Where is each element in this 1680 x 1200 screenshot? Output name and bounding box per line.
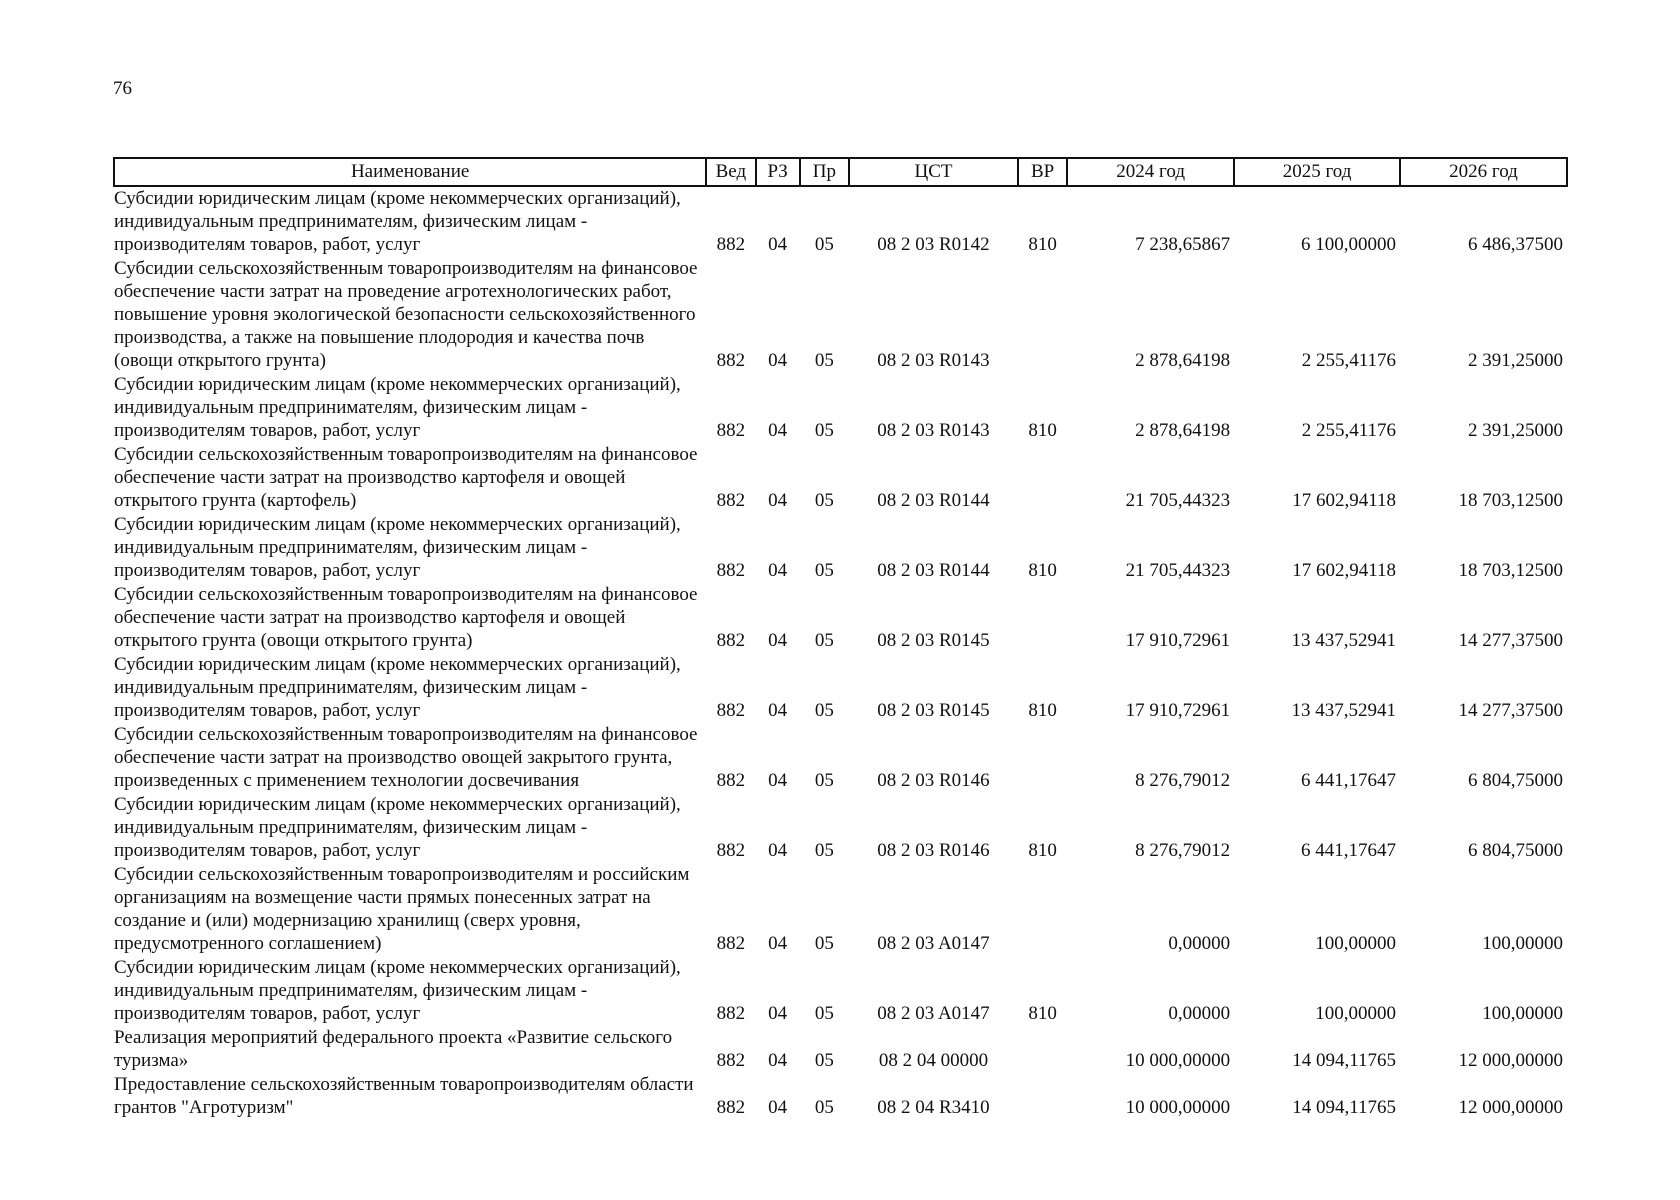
row-cst: 08 2 03 A0147 (877, 1003, 990, 1024)
row-name: Субсидии юридическим лицам (кроме некоммерческих организаций), индивидуальным предпринимателям, физическим лицам - производителям товаров, работ, услуг (114, 794, 681, 861)
table-header-row (114, 158, 1567, 186)
row-pr: 05 (814, 700, 834, 721)
row-2025-value: 6 441,17647 (1301, 840, 1397, 861)
row-2026-value: 6 804,75000 (1468, 840, 1563, 861)
header-ved: Вед (706, 158, 755, 186)
row-rz: 04 (768, 1003, 788, 1024)
header-name: Наименование (114, 158, 706, 186)
row-vr: 810 (1028, 840, 1057, 861)
row-2026-value: 14 277,37500 (1458, 700, 1563, 721)
row-ved: 882 (716, 234, 746, 255)
row-rz: 04 (768, 700, 788, 721)
row-pr: 05 (814, 1050, 834, 1071)
row-ved: 882 (716, 420, 746, 441)
table-row (114, 443, 1567, 513)
row-pr: 05 (814, 770, 834, 791)
row-2024-value: 0,00000 (1168, 1003, 1231, 1024)
row-pr: 05 (814, 560, 834, 581)
table-row (114, 723, 1567, 793)
row-ved: 882 (716, 350, 746, 371)
row-vr: 810 (1028, 1003, 1057, 1024)
row-vr: 810 (1028, 700, 1057, 721)
row-pr: 05 (814, 933, 834, 954)
row-2026-value: 18 703,12500 (1458, 490, 1563, 511)
row-pr: 05 (814, 350, 834, 371)
row-cst: 08 2 04 00000 (878, 1050, 989, 1071)
row-ved: 882 (716, 1050, 746, 1071)
row-ved: 882 (716, 1003, 746, 1024)
row-name: Субсидии юридическим лицам (кроме некоммерческих организаций), индивидуальным предпринимателям, физическим лицам - производителям товаров, работ, услуг (114, 374, 681, 441)
row-rz: 04 (768, 490, 788, 511)
row-2025-value: 6 441,17647 (1301, 770, 1397, 791)
row-pr: 05 (814, 1003, 834, 1024)
table-row (114, 1026, 1567, 1073)
row-cst: 08 2 03 R0145 (877, 700, 990, 721)
row-2025-value: 17 602,94118 (1292, 490, 1397, 511)
row-cst: 08 2 03 A0147 (877, 933, 990, 954)
header-2025: 2025 год (1234, 158, 1400, 186)
row-name: Субсидии юридическим лицам (кроме некоммерческих организаций), индивидуальным предпринимателям, физическим лицам - производителям товаров, работ, услуг (114, 188, 681, 255)
row-rz: 04 (768, 234, 788, 255)
row-2024-value: 10 000,00000 (1125, 1097, 1231, 1118)
row-vr (1018, 863, 1067, 956)
row-ved: 882 (716, 490, 746, 511)
table-row (114, 1073, 1567, 1120)
row-name: Субсидии сельскохозяйственным товаропроизводителям на финансовое обеспечение части затрат на производство картофеля и овощей открытого грунта (овощи открытого грунта) (114, 584, 698, 651)
row-name: Реализация мероприятий федерального проекта «Развитие сельского туризма» (114, 1027, 673, 1071)
row-2025-value: 13 437,52941 (1291, 700, 1397, 721)
row-vr (1018, 443, 1067, 513)
row-2024-value: 7 238,65867 (1135, 234, 1231, 255)
row-name: Субсидии сельскохозяйственным товаропроизводителям на финансовое обеспечение части затрат на производство картофеля и овощей открытого грунта (картофель) (114, 444, 698, 511)
row-2024-value: 8 276,79012 (1135, 770, 1231, 791)
row-2024-value: 2 878,64198 (1135, 420, 1231, 441)
row-2024-value: 2 878,64198 (1135, 350, 1231, 371)
row-2025-value: 2 255,41176 (1301, 420, 1397, 441)
row-name: Субсидии юридическим лицам (кроме некоммерческих организаций), индивидуальным предпринимателям, физическим лицам - производителям товаров, работ, услуг (114, 654, 681, 721)
row-name: Субсидии юридическим лицам (кроме некоммерческих организаций), индивидуальным предпринимателям, физическим лицам - производителям товаров, работ, услуг (114, 957, 681, 1024)
row-name: Субсидии юридическим лицам (кроме некоммерческих организаций), индивидуальным предпринимателям, физическим лицам - производителям товаров, работ, услуг (114, 514, 681, 581)
row-2026-value: 100,00000 (1482, 1003, 1563, 1024)
row-2026-value: 2 391,25000 (1468, 350, 1563, 371)
row-cst: 08 2 03 R0146 (877, 770, 990, 791)
row-rz: 04 (768, 840, 788, 861)
row-rz: 04 (768, 770, 788, 791)
row-2025-value: 14 094,11765 (1292, 1050, 1397, 1071)
table-row (114, 653, 1567, 723)
row-rz: 04 (768, 1097, 788, 1118)
header-pr: Пр (800, 158, 849, 186)
table-row (114, 186, 1567, 257)
row-2025-value: 6 100,00000 (1301, 234, 1397, 255)
row-pr: 05 (814, 490, 834, 511)
table-row (114, 257, 1567, 373)
row-cst: 08 2 03 R0144 (877, 490, 990, 511)
row-2025-value: 100,00000 (1315, 933, 1397, 954)
table-row (114, 793, 1567, 863)
row-vr (1018, 583, 1067, 653)
row-rz: 04 (768, 350, 788, 371)
row-rz: 04 (768, 420, 788, 441)
row-vr: 810 (1028, 560, 1057, 581)
header-2024: 2024 год (1067, 158, 1234, 186)
header-rz: РЗ (756, 158, 800, 186)
table-row (114, 583, 1567, 653)
row-ved: 882 (716, 700, 746, 721)
budget-table (113, 157, 1568, 1120)
row-2026-value: 6 804,75000 (1468, 770, 1563, 791)
header-cst: ЦСТ (849, 158, 1018, 186)
table-body (114, 186, 1567, 1120)
row-2025-value: 17 602,94118 (1292, 560, 1397, 581)
row-2024-value: 8 276,79012 (1135, 840, 1231, 861)
row-ved: 882 (716, 1097, 746, 1118)
row-2024-value: 21 705,44323 (1125, 560, 1231, 581)
header-2026: 2026 год (1400, 158, 1567, 186)
row-cst: 08 2 03 R0144 (877, 560, 990, 581)
row-name: Предоставление сельскохозяйственным товаропроизводителям области грантов "Агротуризм" (114, 1074, 694, 1118)
row-2026-value: 14 277,37500 (1458, 630, 1563, 651)
row-2026-value: 6 486,37500 (1468, 234, 1563, 255)
row-ved: 882 (716, 630, 746, 651)
row-2025-value: 13 437,52941 (1291, 630, 1397, 651)
row-2026-value: 12 000,00000 (1458, 1097, 1563, 1118)
table-row (114, 373, 1567, 443)
row-rz: 04 (768, 630, 788, 651)
page-number: 76 (113, 78, 132, 99)
row-2025-value: 14 094,11765 (1292, 1097, 1397, 1118)
row-ved: 882 (716, 560, 746, 581)
row-ved: 882 (716, 770, 746, 791)
row-2026-value: 18 703,12500 (1458, 560, 1563, 581)
row-ved: 882 (716, 840, 746, 861)
row-cst: 08 2 03 R0142 (877, 234, 990, 255)
row-2024-value: 21 705,44323 (1125, 490, 1231, 511)
row-vr (1018, 723, 1067, 793)
row-cst: 08 2 03 R0145 (877, 630, 990, 651)
row-vr (1018, 1026, 1067, 1073)
row-pr: 05 (814, 420, 834, 441)
table-row (114, 513, 1567, 583)
row-2026-value: 2 391,25000 (1468, 420, 1563, 441)
row-vr: 810 (1028, 420, 1057, 441)
row-pr: 05 (814, 1097, 834, 1118)
row-2024-value: 0,00000 (1168, 933, 1231, 954)
row-vr: 810 (1028, 234, 1057, 255)
row-2024-value: 17 910,72961 (1125, 630, 1231, 651)
row-name: Субсидии сельскохозяйственным товаропроизводителям и российским организациям на возмещение части прямых понесенных затрат на создание и (или) модернизацию хранилищ (сверх уровня, предусмотренного соглашением) (114, 864, 690, 954)
row-rz: 04 (768, 560, 788, 581)
row-cst: 08 2 03 R0143 (877, 350, 990, 371)
row-pr: 05 (814, 840, 834, 861)
row-name: Субсидии сельскохозяйственным товаропроизводителям на финансовое обеспечение части затрат на проведение агротехнологических работ, повышение уровня экологической безопасности сельскохозяйственного производства, а также на повышение плодородия и качества почв (овощи открытого грунта) (114, 258, 698, 371)
table-row (114, 956, 1567, 1026)
row-rz: 04 (768, 1050, 788, 1071)
row-pr: 05 (814, 234, 834, 255)
row-2025-value: 2 255,41176 (1301, 350, 1397, 371)
row-cst: 08 2 03 R0143 (877, 420, 990, 441)
row-2025-value: 100,00000 (1315, 1003, 1397, 1024)
row-2026-value: 12 000,00000 (1458, 1050, 1563, 1071)
row-cst: 08 2 03 R0146 (877, 840, 990, 861)
header-vr: ВР (1018, 158, 1067, 186)
row-2024-value: 17 910,72961 (1125, 700, 1231, 721)
row-cst: 08 2 04 R3410 (877, 1097, 990, 1118)
row-name: Субсидии сельскохозяйственным товаропроизводителям на финансовое обеспечение части затрат на производство овощей закрытого грунта, произведенных с применением технологии досвечивания (114, 724, 698, 791)
row-rz: 04 (768, 933, 788, 954)
row-2026-value: 100,00000 (1482, 933, 1563, 954)
row-2024-value: 10 000,00000 (1125, 1050, 1231, 1071)
row-vr (1018, 1073, 1067, 1120)
table-row (114, 863, 1567, 956)
row-vr (1018, 257, 1067, 373)
row-pr: 05 (814, 630, 834, 651)
row-ved: 882 (716, 933, 746, 954)
